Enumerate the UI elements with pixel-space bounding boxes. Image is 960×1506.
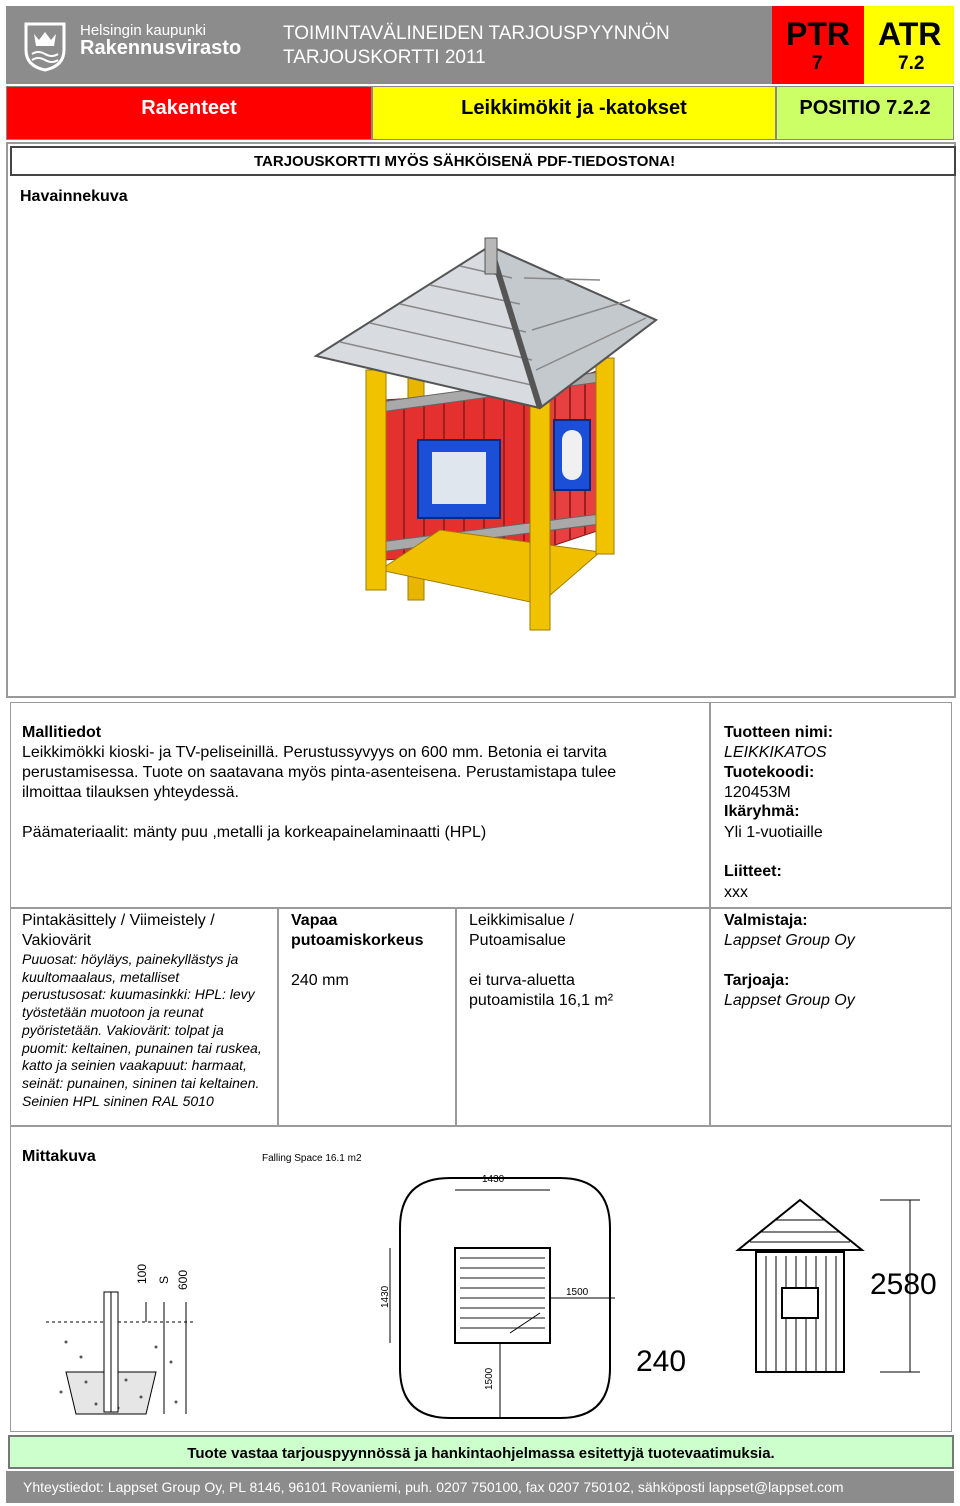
supplier-label: Tarjoaja: [724,972,790,989]
play-area-heading-line2: Putoamisalue [469,932,566,949]
contact-text: Yhteystiedot: Lappset Group Oy, PL 8146, 96101 Rovaniemi, puh. 0207 750100, fax 0207 750102, sähköposti lappset@lappset.com [23,1479,844,1495]
page-title-line1: TOIMINTAVÄLINEIDEN TARJOUSPYYNNÖN [283,23,670,44]
finish-text: Puuosat: höyläys, painekyllästys ja kuultomaalaus, metalliset perustusosat: kuumasinkki: HPL: levy työstetään muotoon ja reunat pyöristetään. Vakiovärit: tolpat ja puomit: keltainen, punainen tai ruskea, katto ja seinien vaakapuut: harmaat, seinät: punainen, sininen tai keltainen. Seinien HPL sininen RAL 5010 [22,951,262,1109]
play-area-line1: ei turva-aluetta [469,972,575,989]
fall-height-heading-line1: Vapaa [291,912,338,929]
atr-box [864,6,954,84]
dimension-heading: Mittakuva [22,1148,96,1165]
position-label: POSITIO 7.2.2 [799,97,931,119]
model-info-cell [10,702,710,908]
page-title [283,22,763,70]
atr-value: 7.2 [898,53,925,74]
city-crest-icon [22,20,68,72]
height-label: 2580 [870,1268,937,1301]
foundation-drawing [46,1269,196,1422]
ptr-label: PTR [786,16,850,52]
category-label: Rakenteet [141,97,237,119]
ptr-box [772,6,864,84]
age-group: Yli 1-vuotiaille [724,824,823,841]
notice-bar [10,146,956,176]
fall-height-cell [278,908,456,1126]
product-info-cell [710,702,952,908]
depth-600-label: 600 [176,1269,190,1290]
play-area-line2: putoamistila 16,1 m² [469,992,614,1009]
product-name: LEIKKIKATOS [724,744,827,761]
manufacturer-label: Valmistaja: [724,912,808,929]
supplier-cell [710,908,952,1126]
group-cell [372,86,776,140]
atr-label: ATR [878,16,942,52]
category-cell [6,86,372,140]
fall-height-value: 240 mm [291,972,349,989]
dim-right-label: 1500 [566,1287,589,1298]
finish-cell [10,908,278,1126]
depth-100-label: 100 [135,1263,149,1284]
contact-bar [6,1471,954,1503]
dim-bottom-label: 1500 [484,1367,495,1390]
product-name-label: Tuotteen nimi: [724,724,834,741]
logo-city: Helsingin kaupunki [80,22,206,39]
model-info-description: Leikkimökki kioski- ja TV-peliseinillä. Perustussyvyys on 600 mm. Betonia ei tarvita perustamisessa. Tuote on saatavana myös pinta-asenteisena. Perustamistapa tulee ilmoittaa tilauksen yhteydessä. [22,744,617,801]
ptr-value: 7 [812,53,823,74]
illustration-heading: Havainnekuva [20,188,128,205]
product-code-label: Tuotekoodi: [724,764,815,781]
depth-s-label: S [157,1275,171,1284]
play-area-cell [456,908,710,1126]
manufacturer: Lappset Group Oy [724,932,855,949]
model-info-heading: Mallitiedot [22,724,102,741]
statement-bar [8,1435,954,1469]
finish-heading-line2: Vakiovärit [22,932,92,949]
supplier: Lappset Group Oy [724,992,855,1009]
fall-height-heading-line2: putoamiskorkeus [291,932,424,949]
plan-view-drawing [370,1168,640,1428]
statement-text: Tuote vastaa tarjouspyynnössä ja hankintaohjelmassa esitettyjä tuotevaatimuksia. [187,1445,775,1462]
playhouse-illustration [300,230,670,640]
age-group-label: Ikäryhmä: [724,803,800,820]
dim-top-label: 1430 [482,1174,505,1185]
attachments: xxx [724,884,748,901]
model-info-materials: Päämateriaalit: mänty puu ,metalli ja korkeapainelaminaatti (HPL) [22,824,487,841]
fall-label: 240 [636,1345,687,1378]
page-title-line2: TARJOUSKORTTI 2011 [283,47,486,68]
position-cell [776,86,954,140]
logo-department: Rakennusvirasto [80,37,242,59]
dim-left-label: 1430 [380,1285,391,1308]
finish-heading-line1: Pintakäsittely / Viimeistely / [22,912,215,929]
product-code: 120453M [724,784,791,801]
notice-text: TARJOUSKORTTI MYÖS SÄHKÖISENÄ PDF-TIEDOSTONA! [254,153,676,170]
play-area-heading-line1: Leikkimisalue / [469,912,574,929]
falling-space-label: Falling Space 16.1 m2 [262,1153,362,1164]
group-label: Leikkimökit ja -katokset [461,97,687,119]
attachments-label: Liitteet: [724,863,782,880]
